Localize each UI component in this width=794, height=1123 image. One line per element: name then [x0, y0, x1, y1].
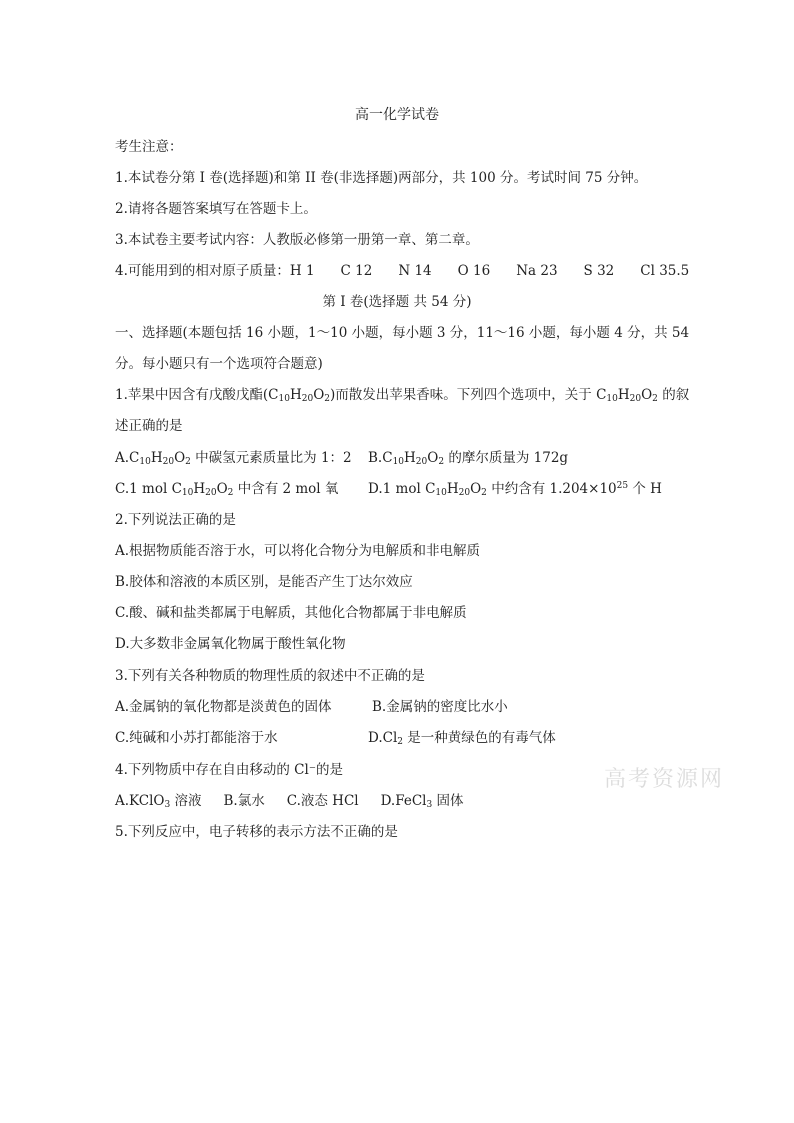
atomic-mass-item: O 16 — [457, 263, 491, 279]
atomic-mass-item: Na 23 — [516, 263, 558, 279]
formula: $C_{10}H_{20}O_2$ — [382, 450, 445, 467]
formula: $C_{10}H_{20}O_2$ — [425, 481, 487, 498]
q2-option-c: C.酸、碱和盐类都属于电解质，其他化合物都属于非电解质 — [115, 605, 467, 621]
q4-stem: 4.下列物质中存在自由移动的 Cl⁻的是 — [115, 762, 343, 778]
q1-option-a: $A.C_{10}H_{20}O_2$ 中碳氢元素质量比为 1：2 — [115, 450, 352, 467]
notice-1: 1.本试卷分第 I 卷(选择题)和第 II 卷(非选择题)两部分，共 100 分。考试时间 75 分钟。 — [115, 170, 648, 186]
q2-stem: 2.下列说法正确的是 — [115, 512, 236, 528]
atomic-masses-label: 4.可能用到的相对原子质量： — [115, 263, 290, 279]
q2-option-d: D.大多数非金属氧化物属于酸性氧化物 — [115, 636, 346, 652]
q4-option-b: B.氯水 — [223, 793, 265, 809]
atomic-mass-item: S 32 — [583, 263, 615, 279]
q2-option-a: A.根据物质能否溶于水，可以将化合物分为电解质和非电解质 — [115, 543, 481, 559]
q2-option-b: B.胶体和溶液的本质区别，是能否产生丁达尔效应 — [115, 574, 413, 590]
formula: $C_{10}H_{20}O_2$ — [268, 387, 330, 404]
q1-option-d: D.1 mol $C_{10}H_{20}O_2$ 中约含有 $1.204\times 10^{25}$ 个 H — [368, 481, 662, 498]
q3-option-b: B.金属钠的密度比水小 — [372, 699, 508, 715]
q4-option-d: D.FeCl$_3$ 固体 — [380, 793, 464, 810]
q1-stem: 1.苹果中因含有戊酸戊酯$(C_{10}H_{20}O_2)$而散发出苹果香味。下列四个选项中，关于 $C_{10}H_{20}O_2$ 的叙 — [115, 387, 690, 404]
q5-stem: 5.下列反应中，电子转移的表示方法不正确的是 — [115, 824, 398, 840]
q4-options — [115, 789, 464, 810]
q4-option-c: C.液态 HCl — [286, 793, 359, 809]
q1-option-b: $B.C_{10}H_{20}O_2$ 的摩尔质量为 172g — [368, 450, 569, 467]
q3-option-c: C.纯碱和小苏打都能溶于水 — [115, 730, 278, 746]
section-instructions-2: 分。每小题只有一个选项符合题意) — [115, 356, 323, 372]
q1-stem-line2: 述正确的是 — [115, 418, 183, 434]
section-title: 第 I 卷(选择题 共 54 分) — [322, 294, 472, 310]
notice-2: 2.请将各题答案填写在答题卡上。 — [115, 201, 317, 217]
q3-stem: 3.下列有关各种物质的物理性质的叙述中不正确的是 — [115, 668, 425, 684]
atomic-mass-item: C 12 — [340, 263, 373, 279]
atomic-masses — [115, 259, 689, 279]
atomic-mass-item: N 14 — [398, 263, 432, 279]
formula: $C_{10}H_{20}O_2$ — [129, 450, 191, 467]
q3-option-d: $D.Cl_2$ 是一种黄绿色的有毒气体 — [368, 730, 556, 747]
atomic-mass-item: Cl 35.5 — [640, 263, 690, 279]
q3-option-a: A.金属钠的氧化物都是淡黄色的固体 — [115, 699, 332, 715]
formula: $C_{10}H_{20}O_2$ — [171, 481, 234, 498]
section-instructions-1: 一、选择题(本题包括 16 小题，1～10 小题，每小题 3 分，11～16 小题，每小题 4 分，共 54 — [115, 325, 690, 341]
q4-option-a: A.KClO$_3$ 溶液 — [115, 793, 202, 810]
watermark: 高考资源网 — [604, 767, 725, 792]
notice-heading: 考生注意： — [115, 139, 183, 155]
exam-title: 高一化学试卷 — [355, 107, 439, 123]
atomic-mass-item: H 1 — [289, 263, 315, 279]
notice-3: 3.本试卷主要考试内容：人教版必修第一册第一章、第二章。 — [115, 232, 479, 248]
formula: $C_{10}H_{20}O_2$ — [596, 387, 658, 404]
q1-option-c: C.1 mol $C_{10}H_{20}O_2$ 中含有 2 mol 氧 — [115, 481, 339, 498]
